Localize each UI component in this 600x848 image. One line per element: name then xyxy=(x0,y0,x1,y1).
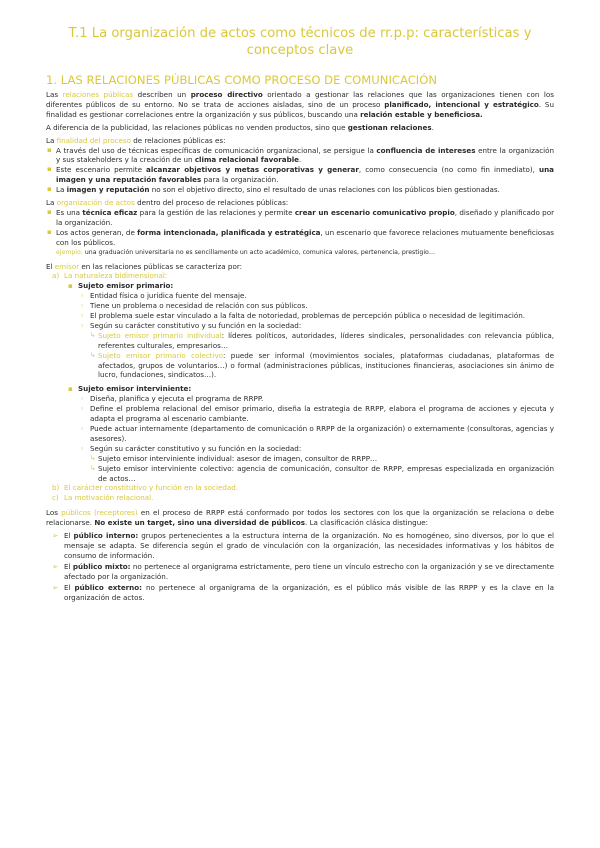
highlight-text: relaciones públicas xyxy=(62,90,134,99)
highlight-text: Sujeto emisor primario individual xyxy=(98,330,222,340)
text-run: no pertenece al organigrama de la organización, es el público más visible de las RRPP y es la clave en la organización de actos. xyxy=(64,582,554,602)
list-item xyxy=(46,185,554,195)
bold-text: gestionan relaciones xyxy=(347,122,432,132)
finalidad-list xyxy=(46,146,554,196)
highlight-text: emisor xyxy=(54,261,80,271)
bold-text: clima relacional favorable xyxy=(194,155,299,165)
item-title: El carácter constitutivo y función en la sociedad. xyxy=(64,483,239,493)
actos-lead xyxy=(46,198,554,208)
bold-text: planificado, intencional y estratégico xyxy=(384,99,539,109)
highlight-text: públicos (receptores) xyxy=(61,508,138,518)
bold-text: No existe un target, sino una diversidad de públicos xyxy=(94,518,306,528)
bold-text: relación estable y beneficiosa. xyxy=(360,109,483,119)
actos-list xyxy=(46,208,554,248)
list-item xyxy=(46,208,554,228)
text-run: La xyxy=(46,198,57,208)
text-run: Las xyxy=(46,90,63,99)
list-item: ◦ Entidad física o jurídica fuente del mensaje. xyxy=(78,291,554,301)
list-item xyxy=(46,165,554,185)
emisor-list xyxy=(46,271,554,503)
text-run: en el proceso de RRPP está conformado por todos los sectores con los que la organización se relaciona o debe relacionarse. xyxy=(46,508,554,528)
item-marker: b) xyxy=(52,483,60,493)
emisor-item-c xyxy=(46,493,554,503)
emisor-item-a xyxy=(46,271,554,483)
list-item: ◦ Tiene un problema o necesidad de relación con sus públicos. xyxy=(78,301,554,311)
bold-text: alcanzar objetivos y metas corporativas y generar xyxy=(146,165,359,175)
text-run: El xyxy=(64,582,75,592)
list-item: ◦ Puede actuar internamente (departamento de comunicación o RRPP de la organización) o externamente (consultoras, agencias y asesores). xyxy=(78,424,554,444)
text-run: : puede ser informal (movimientos sociales, plataformas ciudadanas, plataformas de afectados, grupos de voluntarios…) o formal (administraciones públicas, instituciones financieras, asociaciones sin ánimo de lucro, fundaciones, sindicatos…). xyxy=(98,350,554,380)
section-heading: 1. LAS RELACIONES PÚBLICAS COMO PROCESO DE COMUNICACIÓN xyxy=(46,73,438,87)
text-run: . La clasificación clásica distingue: xyxy=(305,518,429,528)
text-run: Este escenario permite xyxy=(56,165,147,175)
text-run: : líderes políticos, autoridades, líderes sindicales, personalidades con relevancia pública, referentes culturales, empresarios… xyxy=(98,330,555,350)
text-run: . Su finalidad es gestionar correlaciones entre la organización y sus públicos, buscando una xyxy=(46,99,554,119)
emisor-types xyxy=(64,281,554,483)
list-item xyxy=(46,583,554,603)
text-run: entre la organización y sus stakeholders y la creación de un xyxy=(56,145,554,165)
item-marker: c) xyxy=(52,493,59,503)
highlight-text: finalidad del proceso xyxy=(56,135,131,145)
list-item xyxy=(46,562,554,582)
bold-text: técnica eficaz xyxy=(82,207,138,217)
list-item: ◦ Define el problema relacional del emisor primario, diseña la estrategia de RRPP, elabora el programa de acciones y ejecuta y adapta el programa al escenario cambiante. xyxy=(78,404,554,424)
text-run: A diferencia de la publicidad, las relaciones públicas no venden productos, sino que xyxy=(46,122,348,132)
list-item xyxy=(78,321,554,380)
item-title: La naturaleza bidimensional: xyxy=(64,271,168,281)
text-run: en las relaciones públicas se caracteriza por: xyxy=(79,261,243,271)
emisor-item-b xyxy=(46,483,554,493)
document-body xyxy=(46,90,554,602)
bold-text: forma intencionada, planificada y estratégica xyxy=(137,227,321,237)
text-run: La xyxy=(56,185,67,195)
text-run: Los actos generan, de xyxy=(56,227,138,237)
example-note xyxy=(46,248,554,258)
interviniente-sublist xyxy=(90,454,554,484)
text-run: Es una xyxy=(56,207,83,217)
finalidad-lead xyxy=(46,136,554,146)
list-item xyxy=(46,228,554,248)
text-run: El xyxy=(46,261,55,271)
text-run: orientado a gestionar las relaciones que las organizaciones tienen con los diferentes públicos de su entorno. No se trata de acciones aisladas, sino de un proceso xyxy=(46,90,554,109)
list-item-text: Según su carácter constitutivo y su función en la sociedad: xyxy=(90,320,302,330)
text-run: . xyxy=(431,122,434,132)
example-text: una graduación universitaria no es sencillamente un acto académico, comunica valores, pertenencia, prestigio… xyxy=(82,248,436,256)
text-run: El xyxy=(64,561,73,571)
list-item: ↳ Sujeto emisor interviniente colectivo: agencia de comunicación, consultor de RRPP, empresas especializada en organización de actos… xyxy=(90,464,554,484)
list-item: ◦ Diseña, planifica y ejecuta el programa de RRPP. xyxy=(78,394,554,404)
emisor-primario xyxy=(64,281,554,380)
emisor-lead xyxy=(46,262,554,272)
item-title: La motivación relacional. xyxy=(64,493,154,503)
bold-text: confluencia de intereses xyxy=(376,145,476,155)
publicity-paragraph xyxy=(46,123,554,133)
list-item xyxy=(46,146,554,166)
text-run: no pertenece al organigrama estrictamente, pero tiene un vínculo estrecho con la organización y se ve directamente afectado por la organización. xyxy=(64,561,554,581)
text-run: para la gestión de las relaciones y permite xyxy=(137,207,295,217)
highlight-text: organización de actos xyxy=(56,198,135,208)
text-run: , un escenario que favorece relaciones mutuamente beneficiosas con los públicos. xyxy=(56,227,554,247)
text-run: dentro del proceso de relaciones públicas: xyxy=(134,198,289,208)
publicos-list xyxy=(46,531,554,602)
text-run: La xyxy=(46,135,57,145)
list-item-text: Según su carácter constitutivo y su función en la sociedad: xyxy=(90,443,302,453)
document-title: T.1 La organización de actos como técnicos de rr.p.p: características y conceptos clave xyxy=(68,26,532,58)
text-run: de relaciones públicas es: xyxy=(130,135,226,145)
bold-text: proceso directivo xyxy=(190,90,263,99)
bold-text: una imagen y una reputación favorables xyxy=(56,165,554,185)
bold-text: público mixto: xyxy=(72,561,131,571)
intro-paragraph xyxy=(46,90,554,120)
primario-sublist xyxy=(90,331,554,381)
list-item: ◦ El problema suele estar vinculado a la falta de notoriedad, problemas de percepción pública o necesidad de legitimación. xyxy=(78,311,554,321)
text-run: grupos pertenecientes a la estructura interna de la organización. No es homogéneo, sino diversos, por lo que el mensaje se adapta. Se diferencia según el grado de vinculación con la organización, las necesidades informativas y los hábitos de consumo de información. xyxy=(64,531,555,560)
interviniente-list xyxy=(78,394,554,483)
list-item: ↳ Sujeto emisor interviniente individual: asesor de imagen, consultor de RRPP… xyxy=(90,454,554,464)
text-run: para la organización. xyxy=(201,175,279,185)
text-run: describen un xyxy=(133,90,191,99)
text-run: , como consecuencia (no como fin inmediato), xyxy=(358,165,539,175)
text-run: A través del uso de técnicas específicas de comunicación organizacional, se persigue la xyxy=(56,145,377,155)
text-run: no son el objetivo directo, sino el resultado de unas relaciones con los públicos bien gestionadas. xyxy=(149,185,500,195)
bold-text: público externo: xyxy=(74,582,143,592)
bold-text: público interno: xyxy=(73,531,139,541)
bold-text: imagen y reputación xyxy=(66,185,150,195)
list-item xyxy=(78,444,554,484)
primario-list xyxy=(78,291,554,380)
text-run: Los xyxy=(46,508,62,518)
list-item xyxy=(90,351,554,381)
subheading: Sujeto emisor primario: xyxy=(78,281,174,291)
bold-text: crear un escenario comunicativo propio xyxy=(294,207,455,217)
subheading: Sujeto emisor interviniente: xyxy=(78,384,192,394)
publicos-lead xyxy=(46,508,554,528)
item-marker: a) xyxy=(52,271,60,281)
emisor-interviniente xyxy=(64,384,554,483)
text-run: . xyxy=(298,155,302,165)
text-run: , diseñado y planificado por la organización. xyxy=(56,207,555,227)
example-label: ejemplo: xyxy=(56,248,83,256)
list-item xyxy=(90,331,554,351)
highlight-text: Sujeto emisor primario colectivo xyxy=(98,350,224,360)
text-run: El xyxy=(64,531,74,541)
list-item xyxy=(46,531,554,561)
